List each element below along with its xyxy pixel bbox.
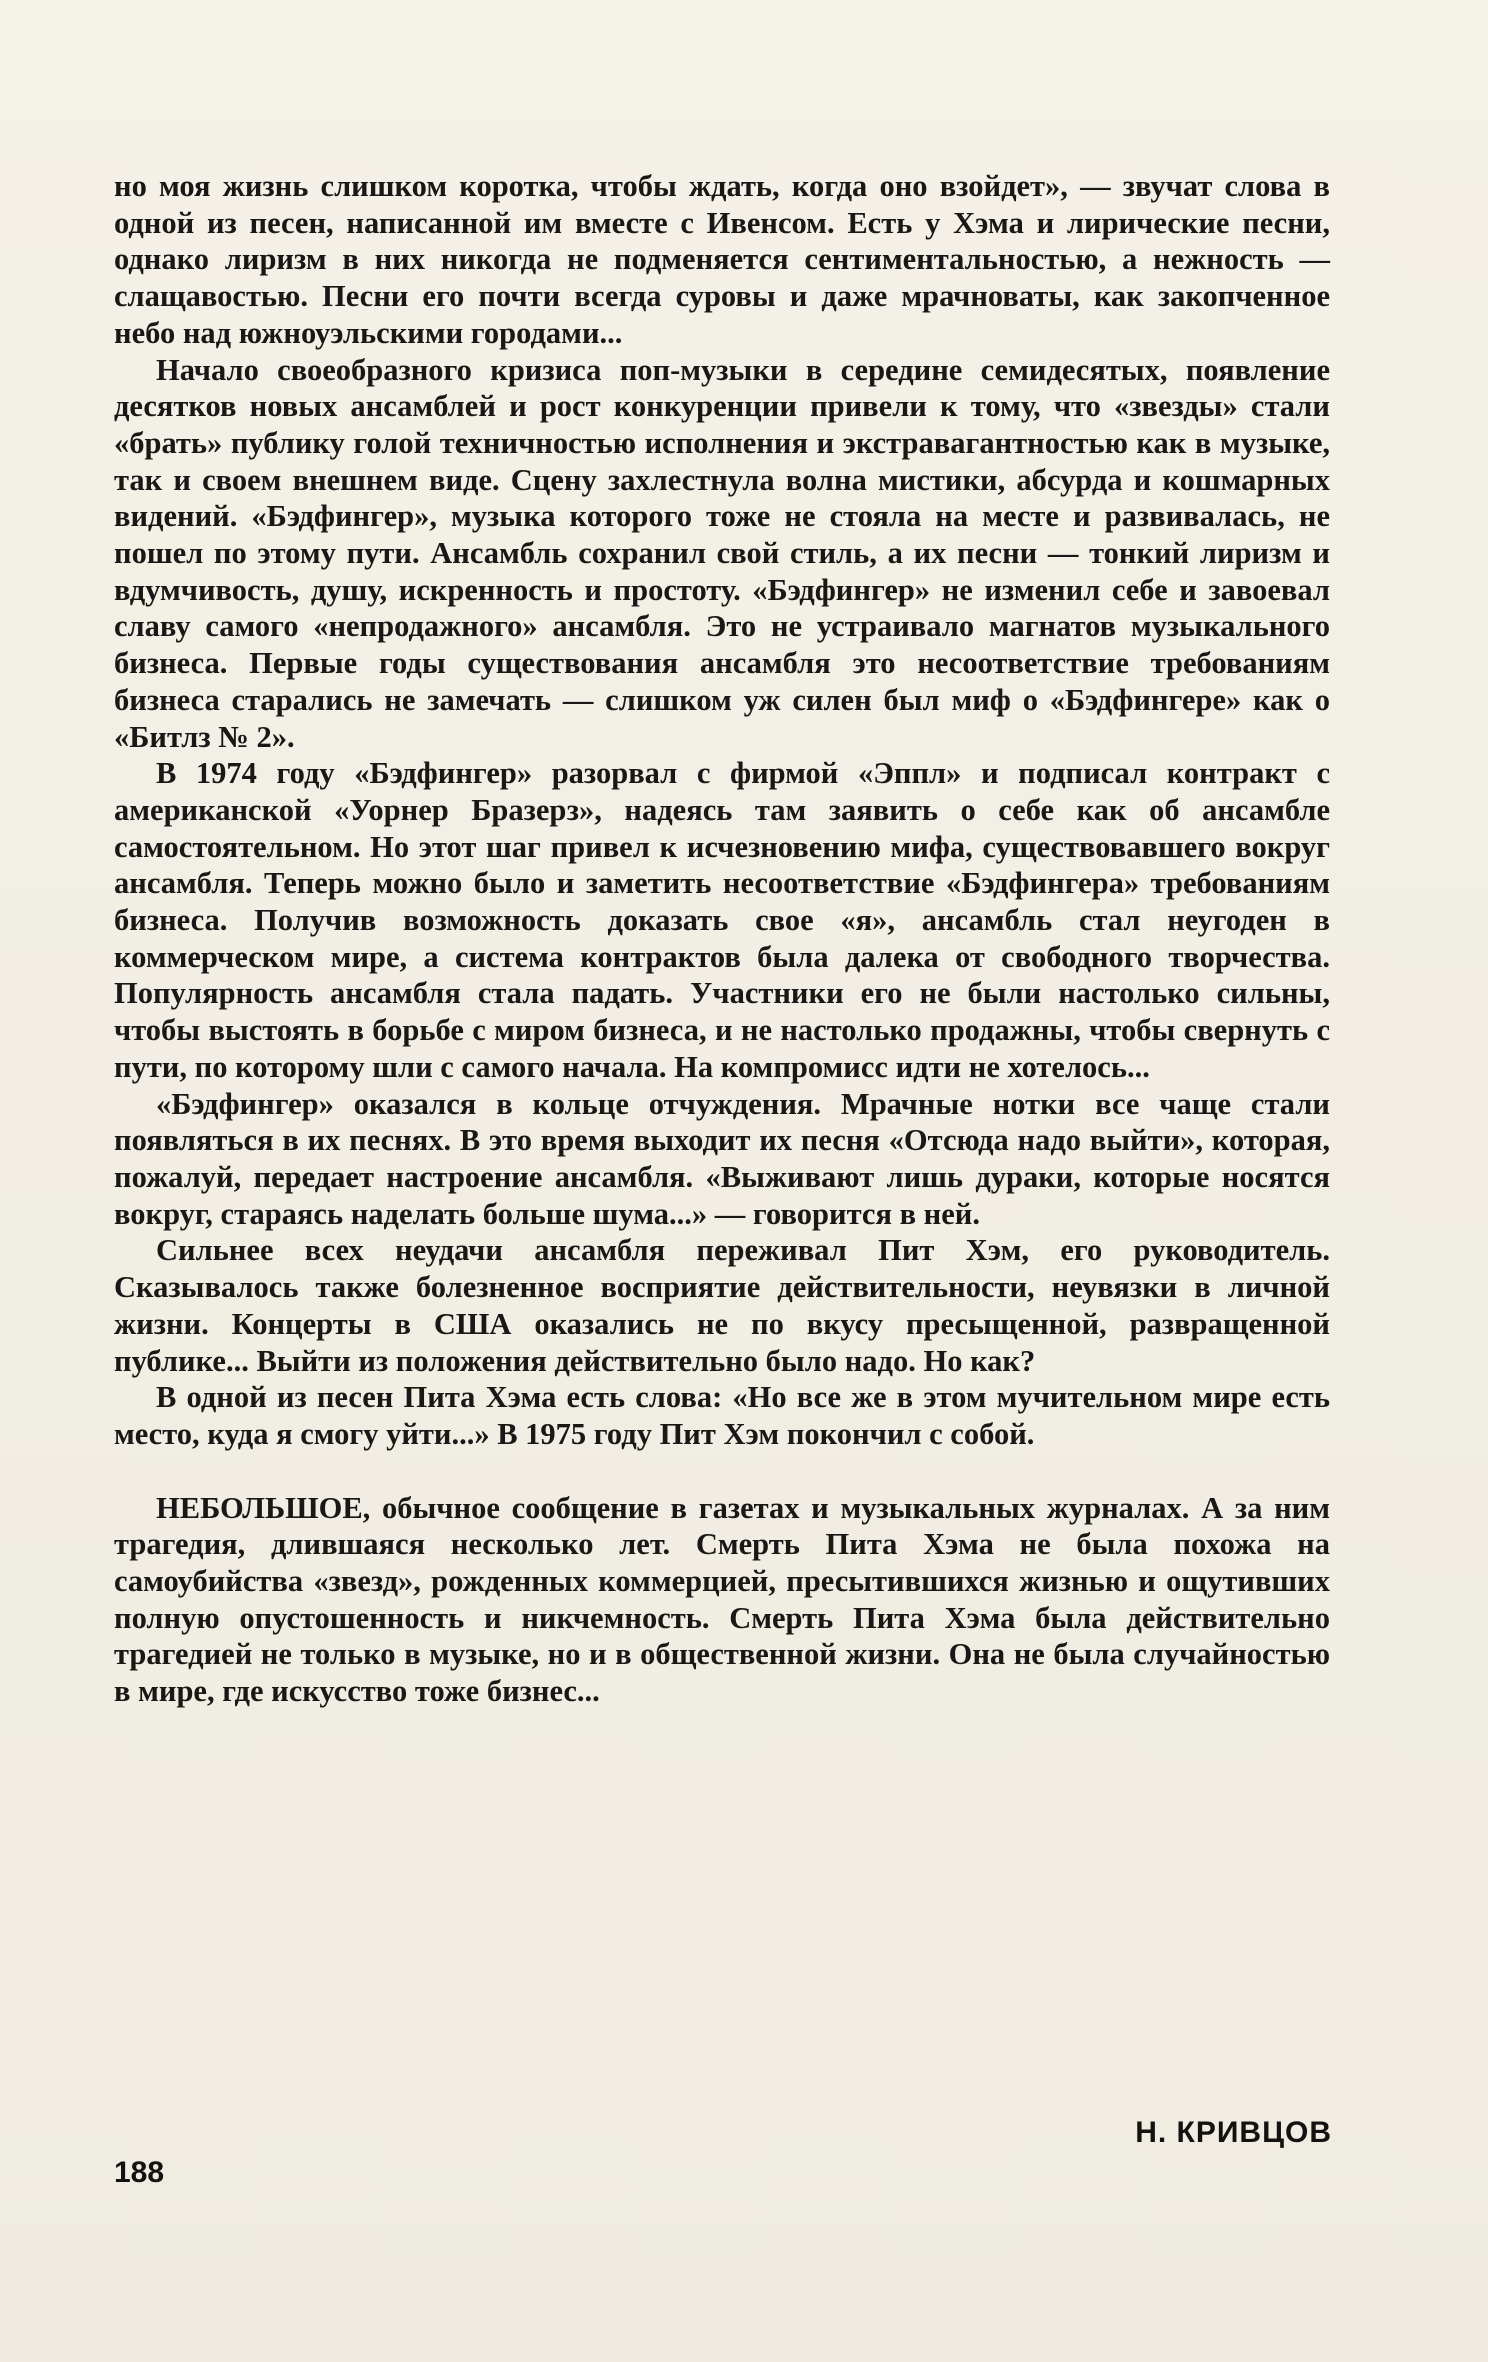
paragraph-5: Сильнее всех неудачи ансамбля переживал Пит Хэм, его руководитель. Сказывалось также болезненное восприятие действительности, неувязки в личной жизни. Концерты в США оказались не по вкусу пресыщенной, развращенной публике... Выйти из положения действительно было надо. Но как?: [114, 1233, 1330, 1378]
article-body: [114, 168, 1330, 1710]
paragraph-1: но моя жизнь слишком коротка, чтобы ждать, когда оно взойдет», — звучат слова в одной из песен, написанной им вместе с Ивенсом. Есть у Хэма и лирические песни, однако лиризм в них никогда не подменяется сентиментальностью, а нежность — слащавостью. Песни его почти всегда суровы и даже мрачноваты, как закопченное небо над южноуэльскими городами...: [114, 169, 1330, 350]
paragraph-7: НЕБОЛЬШОЕ, обычное сообщение в газетах и музыкальных журналах. А за ним трагедия, длившаяся несколько лет. Смерть Пита Хэма не была похожа на самоубийства «звезд», рожденных коммерцией, пресытившихся жизнью и ощутивших полную опустошенность и никчемность. Смерть Пита Хэма была действительно трагедией не только в музыке, но и в общественной жизни. Она не была случайностью в мире, где искусство тоже бизнес...: [114, 1490, 1330, 1709]
paragraph-3: В 1974 году «Бэдфингер» разорвал с фирмой «Эппл» и подписал контракт с американской «Уорнер Бразерз», надеясь там заявить о себе как об ансамбле самостоятельном. Но этот шаг привел к исчезновению мифа, существовавшего вокруг ансамбля. Теперь можно было и заметить несоответствие «Бэдфингера» требованиям бизнеса. Получив возможность доказать свое «я», ансамбль стал неугоден в коммерческом мире, а система контрактов была далека от свободного творчества. Популярность ансамбля стала падать. Участники его не были настолько сильны, чтобы выстоять в борьбе с миром бизнеса, и не настолько продажны, чтобы свернуть с пути, по которому шли с самого начала. На компромисс идти не хотелось...: [114, 756, 1330, 1084]
paragraph-2: Начало своеобразного кризиса поп-музыки в середине семидесятых, появление десятков новых ансамблей и рост конкуренции привели к тому, что «звезды» стали «брать» публику голой техничностью исполнения и экстравагантностью как в музыке, так и своем внешнем виде. Сцену захлестнула волна мистики, абсурда и кошмарных видений. «Бэдфингер», музыка которого тоже не стояла на месте и развивалась, не пошел по этому пути. Ансамбль сохранил свой стиль, а их песни — тонкий лиризм и вдумчивость, душу, искренность и простоту. «Бэдфингер» не изменил себе и завоевал славу самого «непродажного» ансамбля. Это не устраивало магнатов музыкального бизнеса. Первые годы существования ансамбля это несоответствие требованиям бизнеса старались не замечать — слишком уж силен был миф о «Бэдфингере» как о «Битлз № 2».: [114, 352, 1330, 754]
page-number: 188: [114, 2156, 165, 2189]
paragraph-6: В одной из песен Пита Хэма есть слова: «Но все же в этом мучительном мире есть место, куда я смогу уйти...» В 1975 году Пит Хэм покончил с собой.: [114, 1380, 1330, 1451]
author-signature: Н. КРИВЦОВ: [1135, 2116, 1332, 2149]
paragraph-4: «Бэдфингер» оказался в кольце отчуждения. Мрачные нотки все чаще стали появляться в их песнях. В это время выходит их песня «Отсюда надо выйти», которая, пожалуй, передает настроение ансамбля. «Выживают лишь дураки, которые носятся вокруг, стараясь наделать больше шума...» — говорится в ней.: [114, 1086, 1330, 1231]
